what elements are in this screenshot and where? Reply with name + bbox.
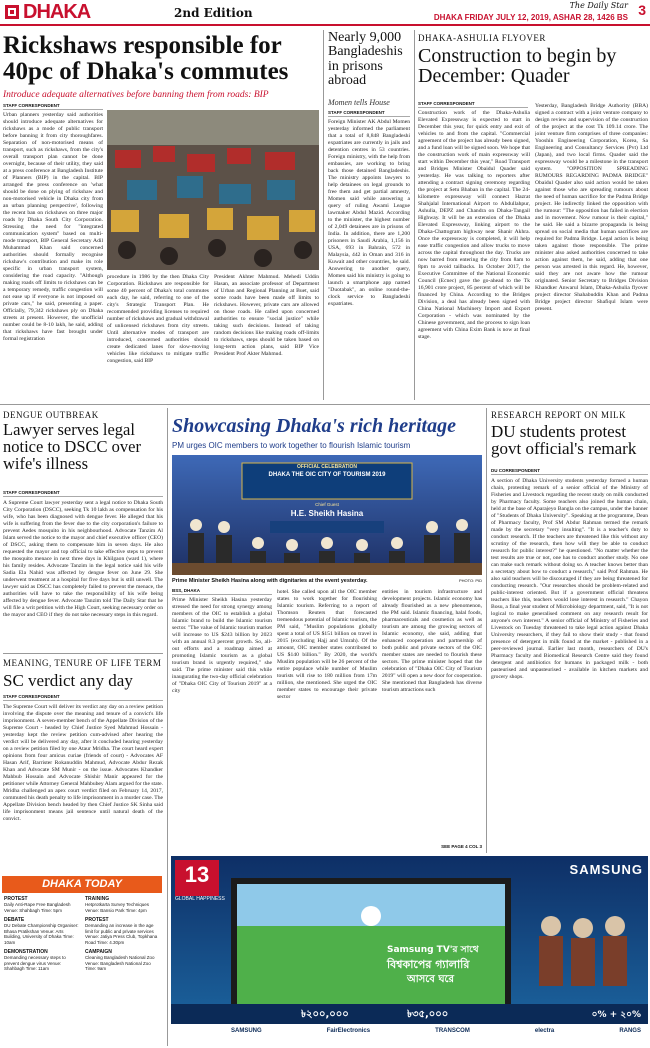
prisons-body: Foreign Minister AK Abdul Momen yesterday informed the parliament that a total of 8,848 Bangladeshi expatriates are currently in jails and detention centres in 53 countries. Foreign ministry, with the help from embassies, are working to bring back those detained Bangladeshis. The ministry appoints lawyers to help detainees on legal grounds to free them and get partial amnesty, Momen said while answering a query of ruling Awami League lawmaker Abdul Mazid. According to the minister, the highest number of 2,049 detainees are in prisons of India. In addition, there are 1,200 prisoners in Saudi Arabia, 1,156 in USA, 693 in Bahrain, 572 in Malaysia, 442 in Oman and 316 in Kuwait and other countries, he said. Answering to another query, Momen said his ministry is going to launch a smartphone app named "Duotabak", an online round-the-clock service to Bangladeshi expatriates. [328, 119, 410, 307]
lead-photo-rickshaws [107, 110, 319, 270]
photo-credit: PHOTO: PID [458, 578, 482, 583]
ad-prize-2: ৳৩৫,০০০ [407, 1009, 449, 1020]
event-item[interactable] [85, 917, 160, 945]
event-item[interactable] [4, 949, 79, 972]
feature-col-3: entities in tourism infrastructure and development projects. Islamic economy has already flourished as a new phenomenon, the PM said. Islamic financing, halal foods, pharmaceuticals and cosmetics as well as tourism are among the growing sectors of Islamic economy, she said, adding that enhanced cooperation and partnership of both public and private sectors of the OIC member states are needed to flourish these sectors. The prime minister hoped that the celebration of "Dhaka OIC City of Tourism 2019" will open a new door for cooperation. She mentioned that Bangladesh has diverse tourism attractions such [382, 589, 482, 693]
du-byline: DU CORRESPONDENT [491, 468, 648, 475]
dscc-kicker: DENGUE OUTBREAK [3, 410, 99, 420]
event-item[interactable] [85, 949, 160, 972]
continued-jump[interactable]: SEE PAGE 4 COL 3 [441, 844, 482, 849]
event-category: DEBATE [4, 917, 25, 923]
events-list [2, 893, 162, 979]
verdict-byline: STAFF CORRESPONDENT [3, 694, 163, 701]
partner-logo: TRANSCOM [435, 1028, 470, 1034]
lead-body-right: President Akhter Mahmud. Mehedi Uddin Hasan, an associate professor of Department of Urban and Regional Planning at Buet, said some roads have been made off limits to rickshaws. However, private cars are allowed on those roads. He called upon concerned authorities to ensure "social justice" while taking such decisions. Instead of taking random decisions like making roads off-limits to rickshaws, steps should be taken based on long-term action plans, said BIP Vice President Prof Akter Mahmud. [214, 274, 319, 357]
dscc-body: A Supreme Court lawyer yesterday sent a legal notice to Dhaka South City Corporation (DSCC), seeking Tk 10 lakh as compensation for his wife, who has been diagnosed with dengue fever. He alleged that his wife is suffering from the fever due to the city corporation's failure to prevent Aedes mosquito in his neighbourhood. Advocate Tanzim Al Islam served the notice to the mayor and chief executive officer (CEO) of DSCC, asking them to compensate him in seven days. He also requested the mayor and top official to take effective steps to prevent the mosquito menace in next three days in Khilgaon (ward 1), where his family resides. Advocate Tanzim in the legal notice said his wife Sadia Ela Nahid was affected by dengue fever on June 29. She underwent treatment at a hospital for five days but is still unwell. The lawyer said as DSCC has completely failed to prevent the menace, the authorities will have to take the responsibility of his wife being affected by dengue fever. Advocate Tanzim told The Daily Star that he will file a writ petition with the High Court, seeking necessary order on the mayor and CEO if they do not take necessary steps in this regard. [3, 500, 163, 618]
paper-name: The Daily Star [569, 1, 628, 10]
feature-byline: BSS, DHAKA [172, 588, 272, 595]
flyover-byline: STAFF CORRESPONDENT [418, 101, 528, 108]
flyover-kicker: DHAKA-ASHULIA FLYOVER [418, 33, 546, 43]
feature-photo [172, 455, 482, 575]
verdict-kicker: MEANING, TENURE OF LIFE TERM [3, 658, 162, 668]
verdict-body: The Supreme Court will deliver its verdict any day on a review petition involving the dispute over the meaning and tenure of a convict's life imprisonment. A seven-member bench of the Appellate Division of the Supreme Court - headed by Chief Justice Syed Mahmud Hossain - yesterday kept the review petition cum-advised after hearing the verdict will be delivered any day, after it concluded hearing yesterday on a review petition filed by one Ataur Mridha. The court heard expert opinions from four amicus curiae (friends of court) - Advocates AF Hasan Arif, Barrister Rokanuddin Mahmud, Advocate Abdur Rezak Khan and Advocate SM Munir - on the issue. Advocates Khandker Mahbub Hossain and Advocate Shishir Manir appeared for the petitioner while Attorney General Mahbubey Alam argued for the state. Mridha challenged an apex court verdict filed on February 14, 2017, commuted his death penalty to life imprisonment in a murder case. The Appellate Division bench headed by then Chief Justice SK Sinha said life imprisonment means jail sentence until natural death of the convict. [3, 704, 163, 822]
lead-deck: Introduce adequate alternatives before banning them from roads: BIP [3, 90, 269, 100]
flyover-body-2: Yesterday, Bangladesh Bridge Authority (BBA) signed a contract with a joint venture company to design review and supervision of the construction of the project at the cost Tk 109.14 crore. The joint venture firm comprises of three companies: Yooshin Engineering Corporation, Korea, Sa Engineering and Consultancy Services (Pvt) Ltd (Japan), and two local firms. Quader said the expressway would be a milestone in the transport system. "OPPOSITION SPREADING RUMOURS REGARDING PADMA BRIDGE" Obaidul Quader also said action would be taken against those who are spreading rumours about the need of human sacrifice for the Padma Bridge project. He indirectly linked the opposition with the rumour: "The opposition has failed in election and in movement. Now rumour is their capital," he said. He said a bizarre propaganda is being spread on social media that human sacrifices are required for Padma Bridge. Legal action is being taken against those responsible. The prime minister also asked authorities concerned to take action against them, he said, adding that one person was arrested in this regard. He, however, said they are not aware how the rumour originated. Senior Secretary to Bridges Division Khandker Anwarul Islam, Dhaka-Ashulia flyover project director Shahabuddin Khan and Padma Bridge project director Shafiqul Islam were present. [535, 103, 648, 312]
flyover-headline[interactable]: Construction to begin by December: Quader [418, 45, 617, 88]
event-category: CAMPAIGN [85, 949, 112, 955]
feature-caption: Prime Minister Sheikh Hasina along with dignitaries at the event yesterday. [172, 578, 368, 584]
event-category: TRAINING [85, 896, 110, 902]
ad-bengali-line-2: বিশ্বকাপের গ্যালারি [387, 958, 470, 971]
partner-logo: RANGS [619, 1028, 641, 1034]
section-divider [0, 404, 650, 405]
lead-headline[interactable]: Rickshaws responsible for 40pc of Dhaka's commutes [3, 32, 289, 85]
samsung-advertisement[interactable] [171, 856, 648, 1046]
banner-line-3: Chief Guest [315, 502, 339, 507]
event-detail: Cleaning Bangladesh National Zoo Venue: Bangladesh National Zoo Time: 9am [85, 955, 155, 971]
du-kicker: RESEARCH REPORT ON MILK [491, 410, 627, 420]
prisons-byline: STAFF CORRESPONDENT [328, 110, 410, 117]
feature-headline[interactable]: Showcasing Dhaka's rich heritage [172, 415, 456, 437]
event-detail: DU Debate Championship Organiser: Bhasa Pratikshan Venue: Arts Building, University of Dhaka Time: 10am [4, 923, 79, 945]
column-divider [323, 30, 324, 400]
lead-byline: STAFF CORRESPONDENT [3, 103, 103, 110]
paper-logo[interactable] [4, 1, 100, 23]
ad-bengali-line-3: আসবে ঘরে [407, 974, 455, 985]
event-item[interactable] [4, 917, 79, 945]
banner-line-1: OFFICIAL CELEBRATION [296, 464, 358, 470]
dhaka-today-box [2, 876, 162, 1046]
event-detail: Hetprotkarta Survey Techniques Venue: Bansio Park Time: 4pm [85, 902, 149, 913]
partner-logo: SAMSUNG [231, 1028, 262, 1034]
partner-logo: FairElectronics [326, 1028, 371, 1034]
event-detail: Demanding an increase in the age limit for public and private services Venue: Jatiya Press Club, Topkhana Road Time: 4.30pm [85, 923, 158, 945]
ad-offer: ০% + ২০% [591, 1010, 641, 1020]
ad-bengali-line-1: Samsung TV'র সাথে [387, 945, 479, 955]
du-headline[interactable]: DU students protest govt official's remark [491, 422, 637, 459]
dscc-byline: STAFF CORRESPONDENT [3, 490, 163, 497]
edition-label: 2nd Edition [174, 6, 253, 20]
samsung-logo: SAMSUNG [569, 862, 643, 877]
column-divider [167, 408, 168, 1046]
event-detail: Demanding necessary steps to prevent dengue virus Venue: Shahbagh Time: 11am [4, 955, 66, 971]
feature-col-1: Prime Minister Sheikh Hasina yesterday stressed the need for strong synergy among members of the OIC to establish a global Islamic brand to build the Islamic tourism sector. "The value of Islamic tourism market will increase to US $243 billion by 2023 with an annual 8.3 percent growth. So, all-out efforts and a roadmap aimed at promoting Islamic tourism as a global tourism brand is urgently required," she said. The prime minister said this while inaugurating the two-day official celebration of "Dhaka OIC City of Tourism 2019" at a city [172, 597, 272, 694]
channel-name: GLOBAL HAPPINESS [175, 896, 225, 902]
masthead [0, 0, 650, 26]
event-category: DEMONSTRATION [4, 949, 48, 955]
logo-text: DHAKA [23, 1, 91, 23]
ad-prize-1: ৳২০০,০০০ [301, 1009, 349, 1020]
dscc-headline[interactable]: Lawyer serves legal notice to DSCC over wife's illness [3, 420, 141, 473]
lead-body-left: Urban planners yesterday said authorities should introduce adequate alternatives for rickshaws as a mode of public transport before banning it from city thoroughfares. Separation of non-motorised means of transport, such as rickshaws, from the city's overall transport plan cannot be done overnight, because of their utility, they said at a press conference at Bangladesh Institute of Planners (BIP) in the capital. BIP arranged the press conference on 'what should be done on plying of rickshaw and non-motorised vehicle in Dhaka city from an urban planning perspective', following the recent ban on rickshaws on three major roads by Dhaka South City Corporation. Stressing the need for "integrated communication system" based on multi-mode transport, BIP General Secretary Adil Muhammad Khan said concerned authorities should formally recognise rickshaw's contribution and make its role specific in urban transport system, considering the road capacity. "Although making roads off limits to rickshaws can be a temporary remedy, traffic congestion will not ease up if everyone is not imposed on private cars," he said, presenting a paper. Officially, 79,342 rickshaws ply on Dhaka streets at present. However, the unofficial number could be 8-10 lakh, he said, adding that rickshaws have fast brought under formal registration [3, 112, 103, 342]
flyover-body-1: Construction work of the Dhaka-Ashulia Elevated Expressway is expected to start in December this year, for quick entry and exit of vehicles to and from the capital. "Commercial agreement of the project has already been signed, and a fund loan will be signed soon. We hope that the construction work of main expressway will start within December this year," Road Transport and Bridges Minister Obaidul Quader said yesterday. He was talking to reporters after attending a contract signing ceremony regarding the project at Setu Bhaban in the capital. The 24-kilometre expressway will connect Hazrat Shahjalal International Airport to Abdullahpur, Ashulia, DEPZ and Chandra on Dhaka-Tangail Highway. It will be an extension of the Dhaka Elevated Expressway, linking airport to the Dhaka-Chattogram highway near Shanir Akhra. Once the expressway is completed, it will help ease traffic congestion and allow trucks to move across the capital throughout the day. Trucks are now barred from entering the city from 8am to 8pm to avoid tailbacks. In October 2017, the Executive Committee of the National Economic Council (Ecnec) gave the go-ahead to the Tk 16,901 crore project, 85 percent of which will be financed by China. According to the Bridges Division, a deal has already been signed with China National Machinery Import and Export Corporation - which was nominated by the Chinese government, and the process to sign loan agreement with China Exim Bank is now at final stage. [418, 110, 530, 340]
lead-body-mid: procedure in 1986 by the then Dhaka City Corporation. Rickshaws are responsible for some 40 percent of Dhaka's total commutes each day, he said, referring to one of the city's Strategic Transport Plan. He recommended providing licenses to required number of rickshaws and gradual withdrawal of unlicensed rickshaws from city streets. Until alternative modes of transport are introduced, concerned authorities should create dedicated lanes for slow-moving vehicles like rickshaws to mitigate traffic congestion, said BIP [107, 274, 209, 364]
banner-name: H.E. Sheikh Hasina [290, 509, 364, 518]
dhaka-logo-icon [4, 4, 20, 20]
feature-col-2: hotel. She called upon all the OIC member states to work together for flourishing Islamic tourism. Referring to a report of Thomson Reuters that forecasted tremendous potential of Islamic tourism, the PM said, "Muslim populations globally spent a total of US $151 billion on travel in 2015 (excluding Hajj and Umrah). Of the amount, OIC member states contributed to US $140 billion." By 2020, the world's Muslim population will be 26 percent of the entire populace while number of Muslim tourists will rise to 180 million from 17m million, she mentioned. She urged the OIC member states to encourage their private sector [277, 589, 377, 700]
ad-partner-strip [231, 1028, 641, 1034]
channel-number: 13 [175, 860, 219, 896]
feature-deck: PM urges OIC members to work together to flourish Islamic tourism [172, 441, 411, 450]
verdict-headline[interactable]: SC verdict any day [3, 671, 133, 690]
event-detail: Daily Anti-Rape Free Bangladesh Venue: Shahbagh Time: 5pm [4, 902, 71, 913]
event-item[interactable] [85, 896, 160, 913]
banner-line-2: DHAKA THE OIC CITY OF TOURISM 2019 [268, 472, 386, 478]
du-body: A section of Dhaka University students yesterday formed a human chain, protesting remark of a senior official of the Ministry of Fisheries and Livestock regarding the recent study on milk conducted by Pharmacy faculty. Some teachers also joined the human chain, held at the base of Aparajeyo Bangla on the campus, under the banner of "Students of Dhaka University". Speaking at the programme, Dean of Pharmacy faculty, Prof SM Abdur Rahman termed the remark made by the secretary "very insulting". "It is a teacher's duty to conduct research. If the teachers are threatened like this without any scrutiny of the research, then how will they be able to conduct research for public interest?" he questioned. "No matter whether the test results are true or not, one has to conduct another study. No one can make such remark without doing so. A teacher knows better than a secretary about how to conduct a research," said Prof Rahman. He also said teachers will be discouraged if they are being threatened for conducting research. "Our researches should be problem-related and public-interest oriented. But if a government official threatens teachers like this, teachers would lose interest in research." Chayon Bosu, a final year student of Microbiology department, said, "It is not logical to make generalised comment on any research result for anyone's own interest." A senior official of Ministry of Fisheries and Livestock on Tuesday threatened to take legal action against Dhaka University researchers, if they fail to show their study - that found presence of detergent in milk found at the market - published in a peer-reviewed journal. Earlier last month, researchers of DU's Pharmacy faculty and Biomedical Research Centre said they found detergent and antibiotics for humans in packaged milk - both pasteurised and unpasteurised - available in kitchen markets and grocery shops. [491, 478, 648, 680]
dateline: DHAKA FRIDAY JULY 12, 2019, ASHAR 28, 1426 BS [433, 13, 628, 22]
column-divider [486, 408, 487, 853]
page-number: 3 [638, 2, 646, 18]
story-divider [3, 653, 163, 654]
event-category: PROTEST [85, 917, 109, 923]
dhaka-today-title: DHAKA TODAY [2, 876, 162, 893]
event-item[interactable] [4, 896, 79, 913]
column-divider [414, 30, 415, 400]
partner-logo: electra [534, 1028, 555, 1034]
prisons-deck: Momen tells House [328, 98, 390, 107]
event-category: PROTEST [4, 896, 28, 902]
prisons-headline[interactable]: Nearly 9,000 Bangladeshis in prisons abroad [328, 30, 403, 88]
